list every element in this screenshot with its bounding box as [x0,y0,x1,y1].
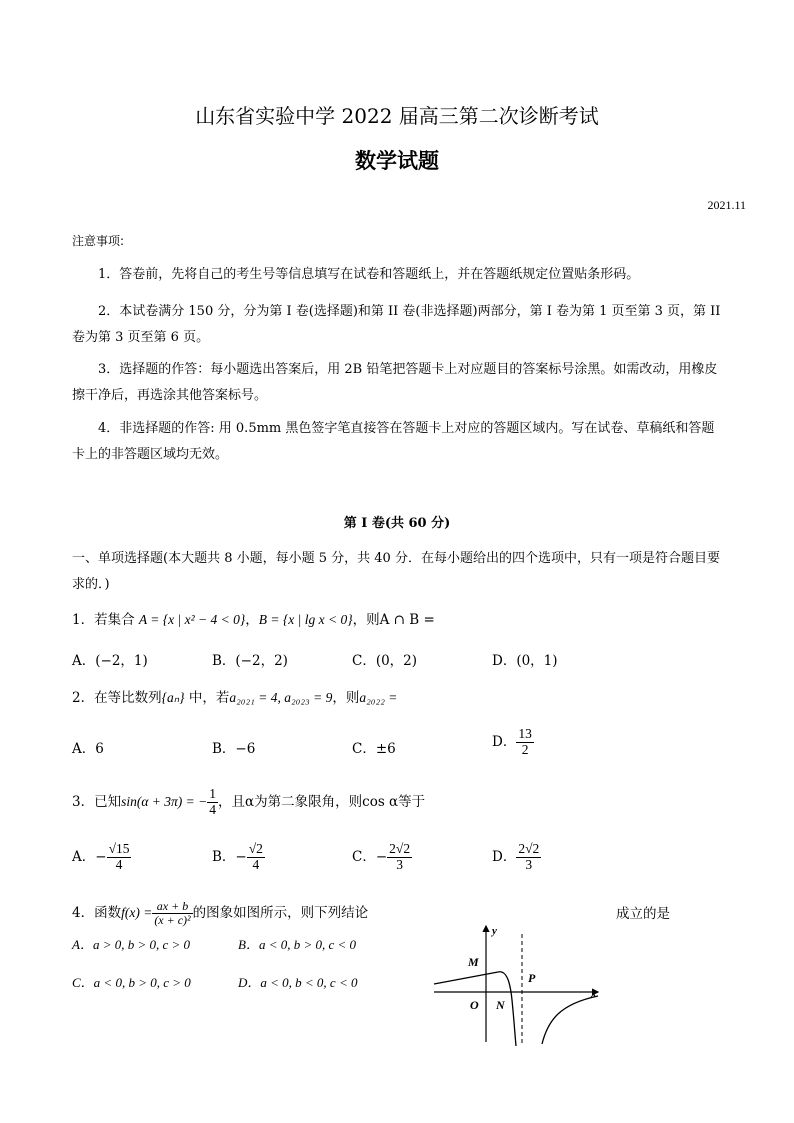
q1-prefix: 1．若集合 [72,612,139,628]
q3-option-b [212,842,265,873]
q1-set-a: A = {x | x² − 4 < 0} [138,612,246,627]
q3-prefix: 3．已知 [72,793,122,810]
q2-option-a: A．6 [72,741,104,757]
q2-target: a₂₀₂₂ = [359,690,398,705]
q3-c-denominator: 3 [396,856,403,872]
q2-d-denominator: 2 [521,741,529,757]
notice-heading: 注意事项: [72,234,125,248]
q3-c-label: C．− [352,848,388,865]
q2-prefix: 2．在等比数列 [72,690,162,706]
q2-mid: 中，若 [184,690,230,706]
exam-title: 山东省实验中学 2022 届高三第二次诊断考试 [195,104,599,128]
q2-d-fraction [516,727,534,758]
q3-b-label: B．− [212,848,247,865]
q1-option-b: B．(−2，2) [212,653,288,669]
q3-fraction [207,787,218,818]
q4-tail: 成立的是 [616,906,670,922]
q1-sep: ， [245,612,259,628]
q2-option-c: C．±6 [352,741,396,757]
q1-suffix: ，则A ∩ B = [352,612,435,628]
q3-option-a [72,842,131,873]
q1-option-c: C．(0，2) [352,653,418,669]
q1-option-d: D．(0，1) [492,653,558,669]
notice-item-2: 2．本试卷满分 150 分，分为第 I 卷(选择题)和第 II 卷(非选择题)两部分，第 I 卷为第 1 页至第 3 页，第 II 卷为第 3 页至第 6 页。 [72,304,721,345]
q4-fraction [152,900,192,927]
y-axis-label: y [492,925,497,937]
q3-d-numerator: 2√2 [518,841,540,856]
q3-b-numerator: √2 [248,841,263,856]
question-2 [72,686,397,706]
q2-suffix: ，则 [332,690,360,706]
x-axis-label: x [591,988,597,1000]
q2-condition: a₂₀₂₁ = 4, a₂₀₂₃ = 9 [229,690,333,705]
q3-option-d [492,842,541,873]
notice-item-1: 1．答卷前，先将自己的考生号等信息填写在试卷和答题纸上，并在答题纸规定位置贴条形码。 [98,267,640,282]
point-n-label: N [496,998,505,1012]
q4-function: f(x) = [121,905,153,921]
point-m-label: M [468,955,479,969]
q3-option-c [352,842,412,873]
q4-option-d: D．a < 0, b < 0, c < 0 [238,975,358,990]
q4-suffix: 的图象如图所示，则下列结论 [192,905,369,922]
q4-prefix: 4．函数 [72,905,122,922]
q3-d-denominator: 3 [525,856,533,872]
part1-instructions: 一、单项选择题(本大题共 8 小题，每小题 5 分，共 40 分．在每小题给出的四个选项中，只有一项是符合题目要求的．) [72,551,720,592]
question-3 [72,787,425,818]
q4-option-a: A．a > 0, b > 0, c > 0 [72,937,191,952]
q4-option-b: B．a < 0, b > 0, c < 0 [238,937,357,952]
q1-option-a: A．(−2，1) [72,653,148,669]
q3-numerator: 1 [209,786,217,801]
q3-denominator: 4 [209,801,217,817]
q1-set-b: B = {x | lg x < 0} [258,612,353,627]
q2-sequence: {aₙ} [161,690,185,705]
q4-option-c: C．a < 0, b > 0, c > 0 [72,975,191,990]
notice-item-4: 4．非选择题的作答: 用 0.5mm 黑色签字笔直接答在答题卡上对应的答题区域内。写在试卷、草稿纸和答题卡上的非答题区域均无效。 [72,421,715,462]
q2-option-b: B．−6 [212,741,256,757]
question-4 [72,900,368,927]
q4-numerator: ax + b [152,900,192,914]
exam-date: 2021.11 [707,198,746,212]
q4-function-graph [428,920,608,1050]
q3-b-denominator: 4 [252,856,260,872]
q2-d-numerator: 13 [518,726,532,741]
section-title: 第 I 卷(共 60 分) [343,516,451,531]
q2-d-label: D． [492,733,517,750]
q3-a-label: A．− [72,848,107,865]
q2-option-d [492,727,534,758]
q3-suffix: ，且α为第二象限角，则cos α等于 [218,793,426,810]
q3-a-denominator: 4 [115,856,123,872]
origin-label: O [470,998,479,1012]
curve-right-branch [542,996,598,1044]
q3-c-numerator: 2√2 [389,841,411,856]
q3-d-label: D． [492,848,517,865]
exam-subtitle: 数学试题 [355,148,439,173]
q3-a-numerator: √15 [108,841,130,856]
q4-denominator: (x + c)² [154,913,191,928]
question-1 [72,608,435,628]
q3-expression: sin(α + 3π) = − [121,793,208,809]
notice-item-3: 3．选择题的作答：每小题选出答案后，用 2B 铅笔把答题卡上对应题目的答案标号涂黑。如需改动，用橡皮擦干净后，再选涂其他答案标号。 [72,362,718,403]
point-p-label: P [528,971,536,985]
